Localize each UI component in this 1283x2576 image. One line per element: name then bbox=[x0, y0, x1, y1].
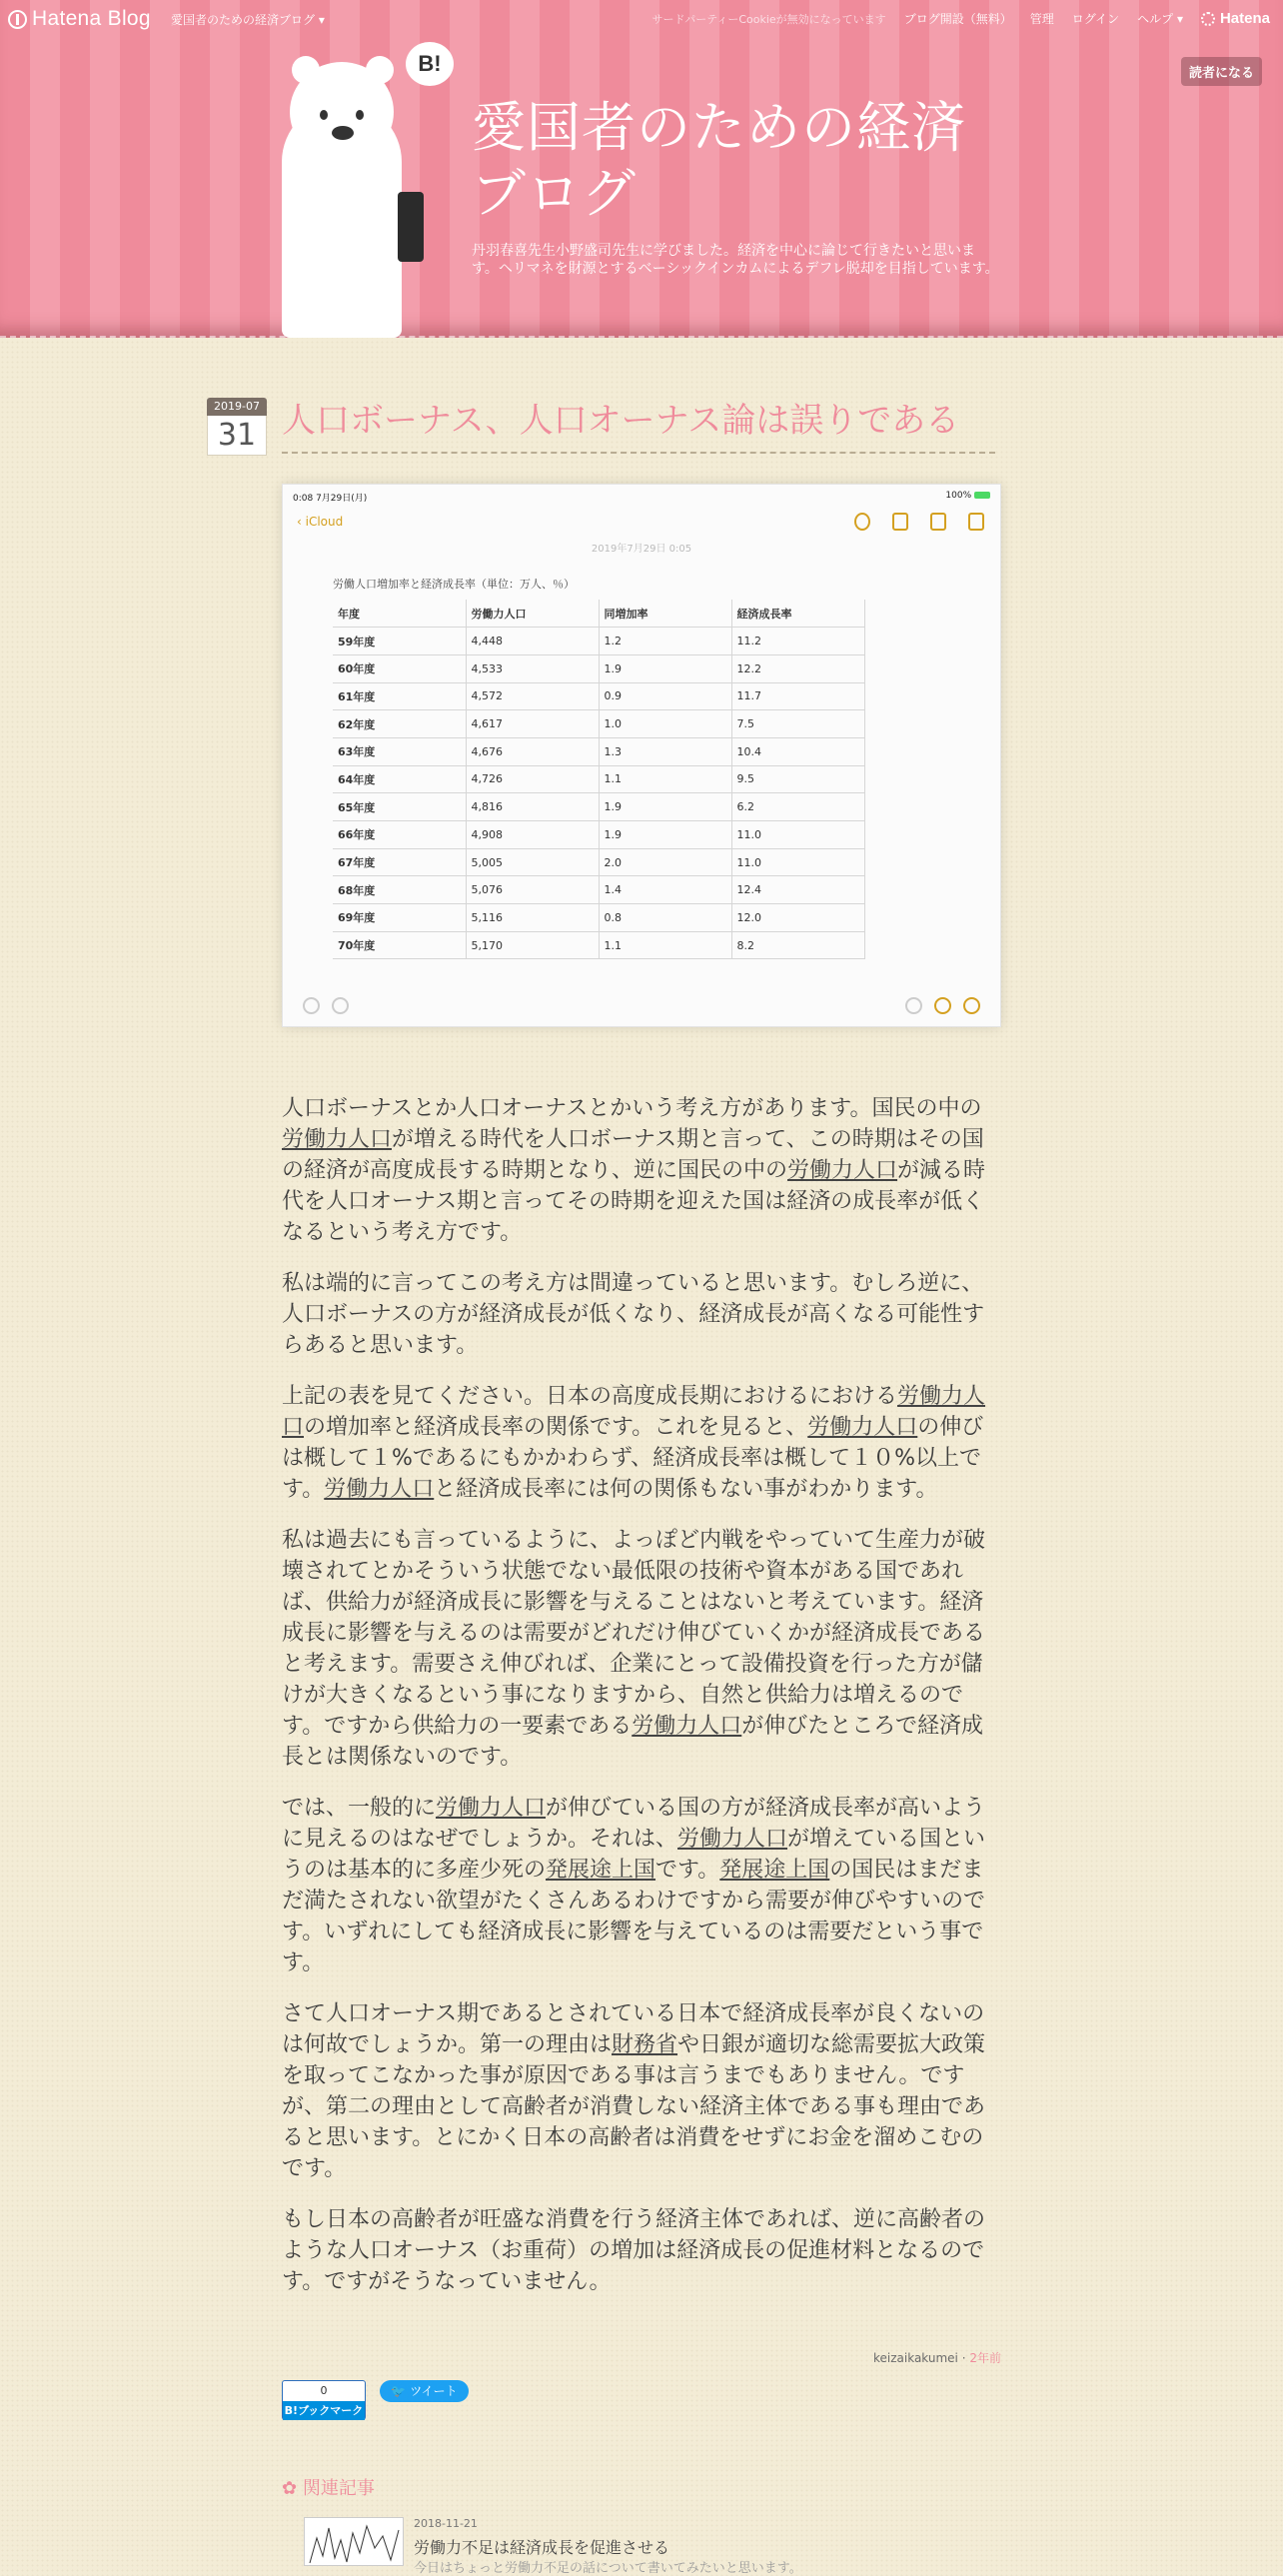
table-cell: 1.9 bbox=[599, 821, 731, 849]
table-row bbox=[333, 737, 864, 765]
table-header: 経済成長率 bbox=[731, 600, 864, 628]
paragraph-text: が減る時代を人口オーナス期と言ってその時期を迎えた国は経済の成長率が低くなるという考え方です。 bbox=[282, 1158, 986, 1245]
table-cell: 7.5 bbox=[731, 710, 864, 738]
date-day: 31 bbox=[207, 416, 267, 456]
paragraph-text: 私は過去にも言っているように、よっぽど内戦をやっていて生産力が破壊されてとかそういう状態でない最低限の技術や資本がある国であれば、供給力が経済成長に影響を与えることはないと考えています。経済成長に影響を与えるのは需要がどれだけ伸びていくかが経済成長であると考えます。需要さえ伸びれば、企業にとって設備投資を行った方が儲けが大きくなるという事になりますから、自然と供給力は増えるのです。ですから供給力の一要素である bbox=[282, 1528, 986, 1739]
related-thumb-graph bbox=[305, 2518, 405, 2567]
table-cell: 59年度 bbox=[333, 628, 466, 655]
table-row bbox=[333, 710, 864, 738]
keyword-link[interactable]: 財務省 bbox=[612, 2032, 678, 2057]
login-link[interactable]: ログイン bbox=[1071, 12, 1120, 26]
battery-icon bbox=[974, 492, 990, 499]
table-cell: 6.2 bbox=[731, 793, 864, 821]
table-cell: 4,533 bbox=[466, 654, 599, 682]
paragraph-text: の伸びは概して１%であるにもかかわらず、経済成長率は概して１０%以上です。 bbox=[282, 1415, 984, 1502]
entry-paragraph bbox=[282, 1093, 999, 1248]
entry-footer: keizaikakumei · 2年前 bbox=[872, 2351, 1001, 2365]
table-header: 同増加率 bbox=[599, 600, 731, 628]
cookie-notice[interactable]: サードパーティーCookieが無効になっています bbox=[651, 12, 886, 26]
start-blog-link[interactable]: ブログ開設（無料） bbox=[903, 12, 1012, 26]
table-cell: 4,816 bbox=[466, 793, 599, 821]
table-caption: 労働人口増加率と経済成長率（単位：万人、％） bbox=[333, 578, 575, 591]
entry-date[interactable] bbox=[207, 398, 267, 456]
table-row bbox=[333, 848, 864, 876]
table-cell: 66年度 bbox=[333, 821, 466, 849]
related-item[interactable] bbox=[300, 2513, 999, 2576]
table-cell: 62年度 bbox=[333, 710, 466, 738]
table-cell: 5,116 bbox=[466, 904, 599, 932]
paragraph-text: や日銀が適切な総需要拡大政策を取ってこなかった事が原因である事は言うまでもありません。ですが、第二の理由として高齢者が消費しない経済主体である事も理由であると思います。とにかく日本の高齢者は消費をせずにお金を溜めこむのです。 bbox=[282, 2032, 986, 2181]
table-row bbox=[333, 628, 864, 655]
entry-paragraph bbox=[282, 1998, 999, 2184]
table-cell: 65年度 bbox=[333, 793, 466, 821]
table-cell: 64年度 bbox=[333, 765, 466, 793]
global-header bbox=[0, 0, 1283, 38]
table-row bbox=[333, 682, 864, 710]
table-header-row bbox=[333, 600, 864, 628]
blog-header bbox=[0, 0, 1283, 338]
table-cell: 1.2 bbox=[599, 628, 731, 655]
status-bar: 0:08 7月29日(月) 100% bbox=[293, 491, 990, 504]
notes-bottom-toolbar bbox=[303, 997, 980, 1014]
table-cell: 9.5 bbox=[731, 765, 864, 793]
related-date: 2018-11-21 bbox=[414, 2517, 478, 2530]
keyword-link[interactable]: 労働力人口 bbox=[436, 1796, 547, 1821]
twitter-bird-icon: 🐦 bbox=[391, 2384, 407, 2398]
keyword-link[interactable]: 労働力人口 bbox=[677, 1827, 788, 1852]
table-row bbox=[333, 904, 864, 932]
table-row bbox=[333, 765, 864, 793]
table-row bbox=[333, 876, 864, 904]
table-cell: 1.0 bbox=[599, 710, 731, 738]
entry-paragraph bbox=[282, 1793, 999, 1978]
note-timestamp: 2019年7月29日 0:05 bbox=[591, 544, 692, 555]
hatena-blog-logo[interactable]: Hatena Blog bbox=[8, 6, 151, 32]
flower-icon: ✿ bbox=[282, 2478, 298, 2499]
share-icon bbox=[930, 513, 946, 531]
blog-name-menu[interactable]: 愛国者のための経済ブログ ▾ bbox=[171, 13, 325, 27]
trash-icon bbox=[892, 513, 908, 531]
entry-paragraph bbox=[282, 1525, 999, 1773]
paragraph-text: では、一般的に bbox=[282, 1796, 437, 1821]
bookmark-bubble: B! bbox=[406, 42, 454, 86]
keyword-link[interactable]: 発展途上国 bbox=[546, 1858, 656, 1883]
compose-icon bbox=[968, 513, 984, 531]
permalink-time[interactable]: 2年前 bbox=[969, 2351, 1001, 2365]
table-cell: 4,908 bbox=[466, 821, 599, 849]
entry-content bbox=[282, 1093, 999, 2317]
bookmark-label: B!ブックマーク bbox=[283, 2401, 365, 2420]
paragraph-text: が伸びている国の方が経済成長率が高いように見えるのはなぜでしょうか。それは、 bbox=[282, 1796, 986, 1852]
entry-paragraph bbox=[282, 1268, 999, 1361]
manage-link[interactable]: 管理 bbox=[1029, 12, 1054, 26]
table-row bbox=[333, 654, 864, 682]
table-cell: 12.4 bbox=[731, 876, 864, 904]
table-cell: 12.2 bbox=[731, 654, 864, 682]
paragraph-text: と経済成長率には何の関係もない事がわかります。 bbox=[434, 1477, 938, 1502]
date-year-month: 2019-07 bbox=[207, 398, 267, 416]
author-link[interactable]: keizaikakumei bbox=[872, 2351, 958, 2365]
paragraph-text: が増えている国というのは基本的に多産少死の bbox=[282, 1827, 986, 1883]
help-menu[interactable]: ヘルプ ▾ bbox=[1137, 12, 1183, 26]
back-icloud: ‹ iCloud bbox=[297, 515, 344, 529]
bear-mascot-illustration bbox=[282, 42, 442, 338]
table-cell: 60年度 bbox=[333, 654, 466, 682]
table-cell: 11.0 bbox=[731, 848, 864, 876]
entry-image-notes-screenshot[interactable] bbox=[282, 484, 1001, 1027]
entry-paragraph bbox=[282, 1381, 999, 1505]
notes-toolbar bbox=[854, 513, 984, 531]
table-cell: 69年度 bbox=[333, 904, 466, 932]
table-cell: 4,617 bbox=[466, 710, 599, 738]
entry-paragraph bbox=[282, 2204, 999, 2297]
keyword-link[interactable]: 労働力人口 bbox=[632, 1714, 742, 1739]
table-row bbox=[333, 821, 864, 849]
related-thumbnail[interactable] bbox=[304, 2517, 404, 2566]
hatena-blog-icon bbox=[8, 10, 27, 29]
table-row bbox=[333, 931, 864, 959]
paragraph-text: が伸びたところで経済成長とは関係ないのです。 bbox=[282, 1714, 984, 1770]
hatena-bookmark-button[interactable] bbox=[282, 2380, 366, 2420]
table-cell: 4,448 bbox=[466, 628, 599, 655]
table-cell: 61年度 bbox=[333, 682, 466, 710]
table-cell: 1.4 bbox=[599, 876, 731, 904]
table-cell: 11.2 bbox=[731, 628, 864, 655]
table-cell: 1.3 bbox=[599, 737, 731, 765]
paragraph-text: さて人口オーナス期であるとされている日本で経済成長率が良くないのは何故でしょうか。第一の理由は bbox=[282, 2001, 985, 2057]
table-cell: 0.8 bbox=[599, 904, 731, 932]
blog-description: 丹羽春喜先生小野盛司先生に学びました。経済を中心に論じて行きたいと思います。ヘリマネを財源とするベーシックインカムによるデフレ脱却を目指しています。 bbox=[472, 243, 999, 277]
table-cell: 70年度 bbox=[333, 931, 466, 959]
table-cell: 11.0 bbox=[731, 821, 864, 849]
checklist-icon bbox=[905, 997, 922, 1014]
table-cell: 67年度 bbox=[333, 848, 466, 876]
keyword-link[interactable]: 労働力人口 bbox=[324, 1477, 435, 1502]
table-cell: 5,076 bbox=[466, 876, 599, 904]
table-cell: 1.9 bbox=[599, 654, 731, 682]
related-title-link[interactable]: 労働力不足は経済成長を促進させる bbox=[414, 2538, 670, 2557]
keyword-link[interactable]: 労働力人口 bbox=[787, 1158, 898, 1183]
add-person-icon bbox=[854, 513, 870, 531]
paragraph-text: の増加率と経済成長率の関係です。これを見ると、 bbox=[304, 1415, 808, 1440]
undo-icon bbox=[303, 997, 320, 1014]
paragraph-text: が増える時代を人口ボーナス期と言って、この時期はその国の経済が高度成長する時期となり、逆に国民の中の bbox=[282, 1127, 984, 1183]
labor-growth-table bbox=[333, 600, 865, 959]
table-row bbox=[333, 793, 864, 821]
related-snippet: 今日はちょっと労働力不足の話について書いてみたいと思います。 bbox=[414, 2561, 802, 2576]
table-cell: 0.9 bbox=[599, 682, 731, 710]
table-cell: 11.7 bbox=[731, 682, 864, 710]
table-cell: 4,726 bbox=[466, 765, 599, 793]
table-cell: 1.1 bbox=[599, 765, 731, 793]
table-cell: 1.9 bbox=[599, 793, 731, 821]
table-cell: 8.2 bbox=[731, 931, 864, 959]
tweet-button[interactable]: 🐦 ツイート bbox=[380, 2380, 469, 2402]
table-cell: 5,005 bbox=[466, 848, 599, 876]
redo-icon bbox=[332, 997, 349, 1014]
hatena-dots-icon bbox=[1201, 12, 1215, 26]
bookmark-count: 0 bbox=[320, 2384, 328, 2397]
hatena-link[interactable]: Hatena bbox=[1201, 10, 1270, 27]
table-cell: 63年度 bbox=[333, 737, 466, 765]
related-heading: ✿ 関連記事 bbox=[282, 2478, 375, 2499]
paragraph-text: 私は端的に言ってこの考え方は間違っていると思います。むしろ逆に、人口ボーナスの方が経済成長が低くなり、経済成長が高くなる可能性すらあると思います。 bbox=[282, 1271, 985, 1358]
blog-title-link[interactable]: 愛国者のための経済ブログ bbox=[472, 96, 966, 225]
table-header: 労働力人口 bbox=[466, 600, 599, 628]
subscribe-button[interactable]: 読者になる bbox=[1181, 57, 1262, 86]
markup-icon bbox=[963, 997, 980, 1014]
table-cell: 4,572 bbox=[466, 682, 599, 710]
keyword-link[interactable]: 労働力人口 bbox=[282, 1384, 986, 1440]
table-cell: 4,676 bbox=[466, 737, 599, 765]
paragraph-text: もし日本の高齢者が旺盛な消費を行う経済主体であれば、逆に高齢者のような人口オーナス（お重荷）の増加は経済成長の促進材料となるのです。ですがそうなっていません。 bbox=[282, 2207, 986, 2294]
table-cell: 10.4 bbox=[731, 737, 864, 765]
paragraph-text: 人口ボーナスとか人口オーナスとかいう考え方があります。国民の中の bbox=[282, 1096, 982, 1121]
paragraph-text: です。 bbox=[655, 1858, 720, 1883]
keyword-link[interactable]: 労働力人口 bbox=[282, 1127, 393, 1152]
table-cell: 68年度 bbox=[333, 876, 466, 904]
table-cell: 1.1 bbox=[599, 931, 731, 959]
bag-icon bbox=[398, 192, 424, 262]
table-cell: 2.0 bbox=[599, 848, 731, 876]
table-header: 年度 bbox=[333, 600, 466, 628]
keyword-link[interactable]: 発展途上国 bbox=[719, 1858, 830, 1883]
table-cell: 5,170 bbox=[466, 931, 599, 959]
entry-title[interactable]: 人口ボーナス、人口オーナス論は誤りである bbox=[282, 398, 995, 454]
paragraph-text: の国民はまだまだ満たされない欲望がたくさんあるわけですから需要が伸びやすいのです。いずれにしても経済成長に影響を与えているのは需要だという事です。 bbox=[282, 1858, 986, 1975]
paragraph-text: 上記の表を見てください。日本の高度成長期におけるにおける bbox=[282, 1384, 898, 1409]
keyword-link[interactable]: 労働力人口 bbox=[807, 1415, 918, 1440]
table-cell: 12.0 bbox=[731, 904, 864, 932]
add-icon bbox=[934, 997, 951, 1014]
